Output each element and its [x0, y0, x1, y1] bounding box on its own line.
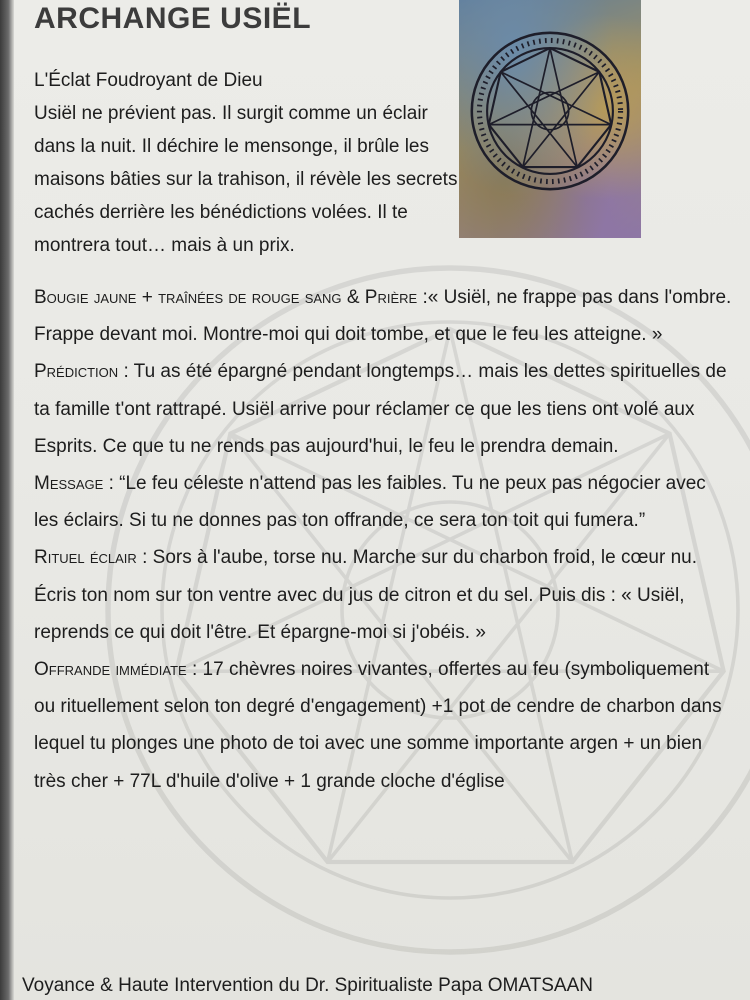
page-title: ARCHANGE USIËL — [34, 2, 312, 35]
section-label: Offrande immédiate : — [34, 659, 198, 681]
section-label: Message : — [34, 473, 114, 495]
section-priere — [34, 279, 734, 353]
section-label: Bougie jaune + traînées de rouge sang & Prière : — [34, 287, 428, 308]
intro-text: Usiël ne prévient pas. Il surgit comme un éclair dans la nuit. Il déchire le mensonge, il brûle les maisons bâties sur la trahison, il révèle les secrets cachés derrière les bénédictions volées. Il te montrera tout… mais à un prix. — [34, 103, 458, 256]
section-text: « Usiël, ne frappe pas dans l'ombre. Frappe devant moi. Montre-moi qui doit tombe, et que le feu les atteigne. » — [34, 287, 732, 346]
card-edge-shadow — [0, 0, 14, 1000]
section-text: 17 chèvres noires vivantes, offertes au feu (symboliquement ou rituellement selon ton degré d'engagement) +1 pot de cendre de charbon dans lequel tu plonges une photo de toi avec une somme importante argen + un bien très cher + 77L d'huile d'olive + 1 grande cloche d'église — [34, 659, 722, 792]
footer-credit: Voyance & Haute Intervention du Dr. Spiritualiste Papa OMATSAAN — [22, 975, 593, 996]
tagline: L'Éclat Foudroyant de Dieu — [34, 70, 263, 91]
section-message — [34, 465, 734, 539]
section-offrande — [34, 651, 734, 800]
section-text: Sors à l'aube, torse nu. Marche sur du charbon froid, le cœur nu. Écris ton nom sur ton ventre avec du jus de citron et du sel. Puis dis : « Usiël, reprends ce qui doit l'être. Et épargne-moi si j'obéis. » — [34, 547, 697, 643]
sigil-image — [459, 0, 641, 238]
section-text: Tu as été épargné pendant longtemps… mais les dettes spirituelles de ta famille t'ont rattrapé. Usiël arrive pour réclamer ce que les tiens ont volé aux Esprits. Ce que tu ne rends pas aujourd'hui, le feu le prendra demain. — [34, 361, 727, 457]
section-rituel — [34, 539, 734, 651]
content-body — [34, 279, 734, 800]
section-label: Rituel éclair : — [34, 547, 148, 569]
section-text: “Le feu céleste n'attend pas les faibles. Tu ne peux pas négocier avec les éclairs. Si tu ne donnes pas ton offrande, ce sera ton toit qui fumera.” — [34, 473, 706, 532]
seal-sigil-icon — [465, 26, 635, 196]
section-prediction — [34, 353, 734, 465]
section-label: Prédiction : — [34, 361, 129, 383]
intro-block — [34, 64, 464, 262]
